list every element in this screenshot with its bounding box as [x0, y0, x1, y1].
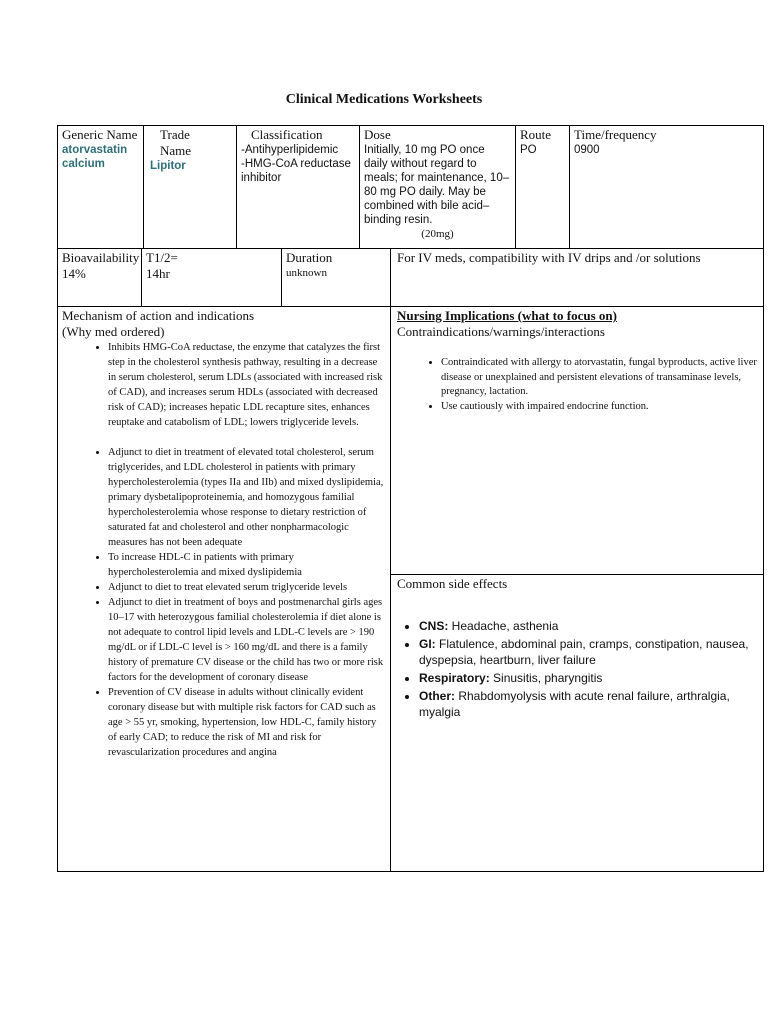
half-life-label: T1/2= [146, 250, 178, 265]
drug-info-row [58, 126, 763, 249]
mechanism-heading: Mechanism of action and indications [62, 308, 255, 323]
dose-cell [360, 126, 516, 248]
side-effects-list [397, 618, 757, 720]
list-item [419, 636, 757, 668]
route-cell [516, 126, 570, 248]
classification-label: Classification [251, 127, 323, 142]
bioavailability-cell [58, 249, 142, 306]
iv-compatibility-label: For IV meds, compatibility with IV drips and /or solutions [397, 250, 701, 265]
classification-line-1: -Antihyperlipidemic [241, 144, 339, 156]
list-item: • Contraindicated with allergy to atorvastatin, fungal byproducts, active liver disease or unexplained and persistent elevations of transaminase levels, pregnancy, lactation. [441, 356, 757, 400]
side-effect-category: GI: [419, 637, 436, 651]
time-frequency-label: Time/frequency [574, 127, 657, 142]
iv-compatibility-cell [391, 249, 763, 306]
details-row [58, 307, 763, 871]
list-item: • Adjunct to diet to treat elevated serum triglyceride levels [108, 580, 386, 595]
dose-label: Dose [364, 127, 391, 142]
pharmacokinetics-row [58, 249, 763, 307]
side-effect-text: Headache, asthenia [448, 619, 559, 633]
trade-name-cell [144, 126, 237, 248]
generic-name-label: Generic Name [62, 127, 138, 142]
trade-name-value: Lipitor [150, 160, 186, 172]
nursing-implications-section [391, 307, 763, 575]
list-item: • Use cautiously with impaired endocrine function. [441, 400, 757, 415]
classification-line-2: -HMG-CoA reductase inhibitor [241, 158, 351, 184]
side-effect-category: Other: [419, 689, 455, 703]
contraindications-list [397, 356, 757, 414]
list-item: • Adjunct to diet in treatment of boys and postmenarchal girls ages 10–17 with heterozygous familial cholesterolemia if diet alone is not adequate to control lipid levels and LDL-C levels are > 190 mg/dL or if LDL-C level is > 160 mg/dL and there is a family history of premature CV disease or the child has two or more risk factors for the development of coronary disease [108, 595, 386, 685]
page-title: Clinical Medications Worksheets [285, 92, 483, 107]
side-effect-text: Rhabdomyolysis with acute renal failure, arthralgia, myalgia [419, 689, 730, 719]
duration-label: Duration [286, 250, 333, 265]
list-item: • Inhibits HMG-CoA reductase, the enzyme that catalyzes the first step in the cholesterol synthesis pathway, resulting in a decrease in serum cholesterol, serum LDLs (associated with increased risk of CAD), and increases serum HDLs (associated with decreased risk of CAD); increases hepatic LDL recapture sites, enhances reuptake and catabolism of LDL; lowers triglyceride levels. [108, 340, 386, 430]
generic-name-cell [58, 126, 144, 248]
duration-cell [282, 249, 391, 306]
list-item [419, 688, 757, 720]
list-item [419, 618, 757, 634]
route-label: Route [520, 127, 552, 142]
bioavailability-value: 14% [62, 266, 86, 281]
mechanism-list [62, 340, 386, 760]
side-effects-section [391, 575, 763, 871]
route-value: PO [520, 144, 537, 156]
right-column [391, 307, 763, 871]
trade-name-label: Trade Name [160, 127, 192, 158]
time-frequency-value: 0900 [574, 144, 600, 156]
list-item: • Adjunct to diet in treatment of elevated total cholesterol, serum triglycerides, and LDL cholesterol in patients with primary hypercholesterolemia (types IIa and IIb) and mixed dyslipidemia, primary dysbetalipoproteinemia, and homozygous familial hypercholesterolemia whose response to dietary restriction of saturated fat and cholesterol and other nonpharmacologic measures has not been adequate [108, 445, 386, 550]
generic-name-value: atorvastatin calcium [62, 144, 128, 170]
mechanism-subheading: (Why med ordered) [62, 324, 165, 339]
duration-value: unknown [286, 267, 327, 279]
bioavailability-label: Bioavailability [62, 250, 140, 265]
side-effect-category: CNS: [419, 619, 449, 633]
dose-value: Initially, 10 mg PO once daily without regard to meals; for maintenance, 10–80 mg PO daily. May be combined with bile acid–binding resin. [364, 144, 510, 226]
half-life-value: 14hr [146, 266, 170, 281]
side-effect-category: Respiratory: [419, 671, 490, 685]
nursing-implications-heading: Nursing Implications (what to focus on) [397, 308, 617, 323]
list-item [419, 670, 757, 686]
side-effect-text: Flatulence, abdominal pain, cramps, constipation, nausea, dyspepsia, heartburn, liver failure [419, 637, 749, 667]
side-effects-heading: Common side effects [397, 576, 508, 591]
contraindications-heading: Contraindications/warnings/interactions [397, 324, 605, 339]
list-item: • To increase HDL-C in patients with primary hypercholesterolemia and mixed dyslipidemia [108, 550, 386, 580]
time-frequency-cell [570, 126, 763, 248]
side-effect-text: Sinusitis, pharyngitis [489, 671, 603, 685]
list-item: • Prevention of CV disease in adults without clinically evident coronary disease but with multiple risk factors for CAD such as age > 55 yr, smoking, hypertension, low HDL-C, family history of early CAD; to reduce the risk of MI and risk for revascularization procedures and angina [108, 685, 386, 760]
medication-worksheet-table [57, 125, 764, 872]
dose-note: (20mg) [421, 228, 454, 240]
mechanism-cell [58, 307, 391, 871]
classification-cell [237, 126, 360, 248]
half-life-cell [142, 249, 282, 306]
